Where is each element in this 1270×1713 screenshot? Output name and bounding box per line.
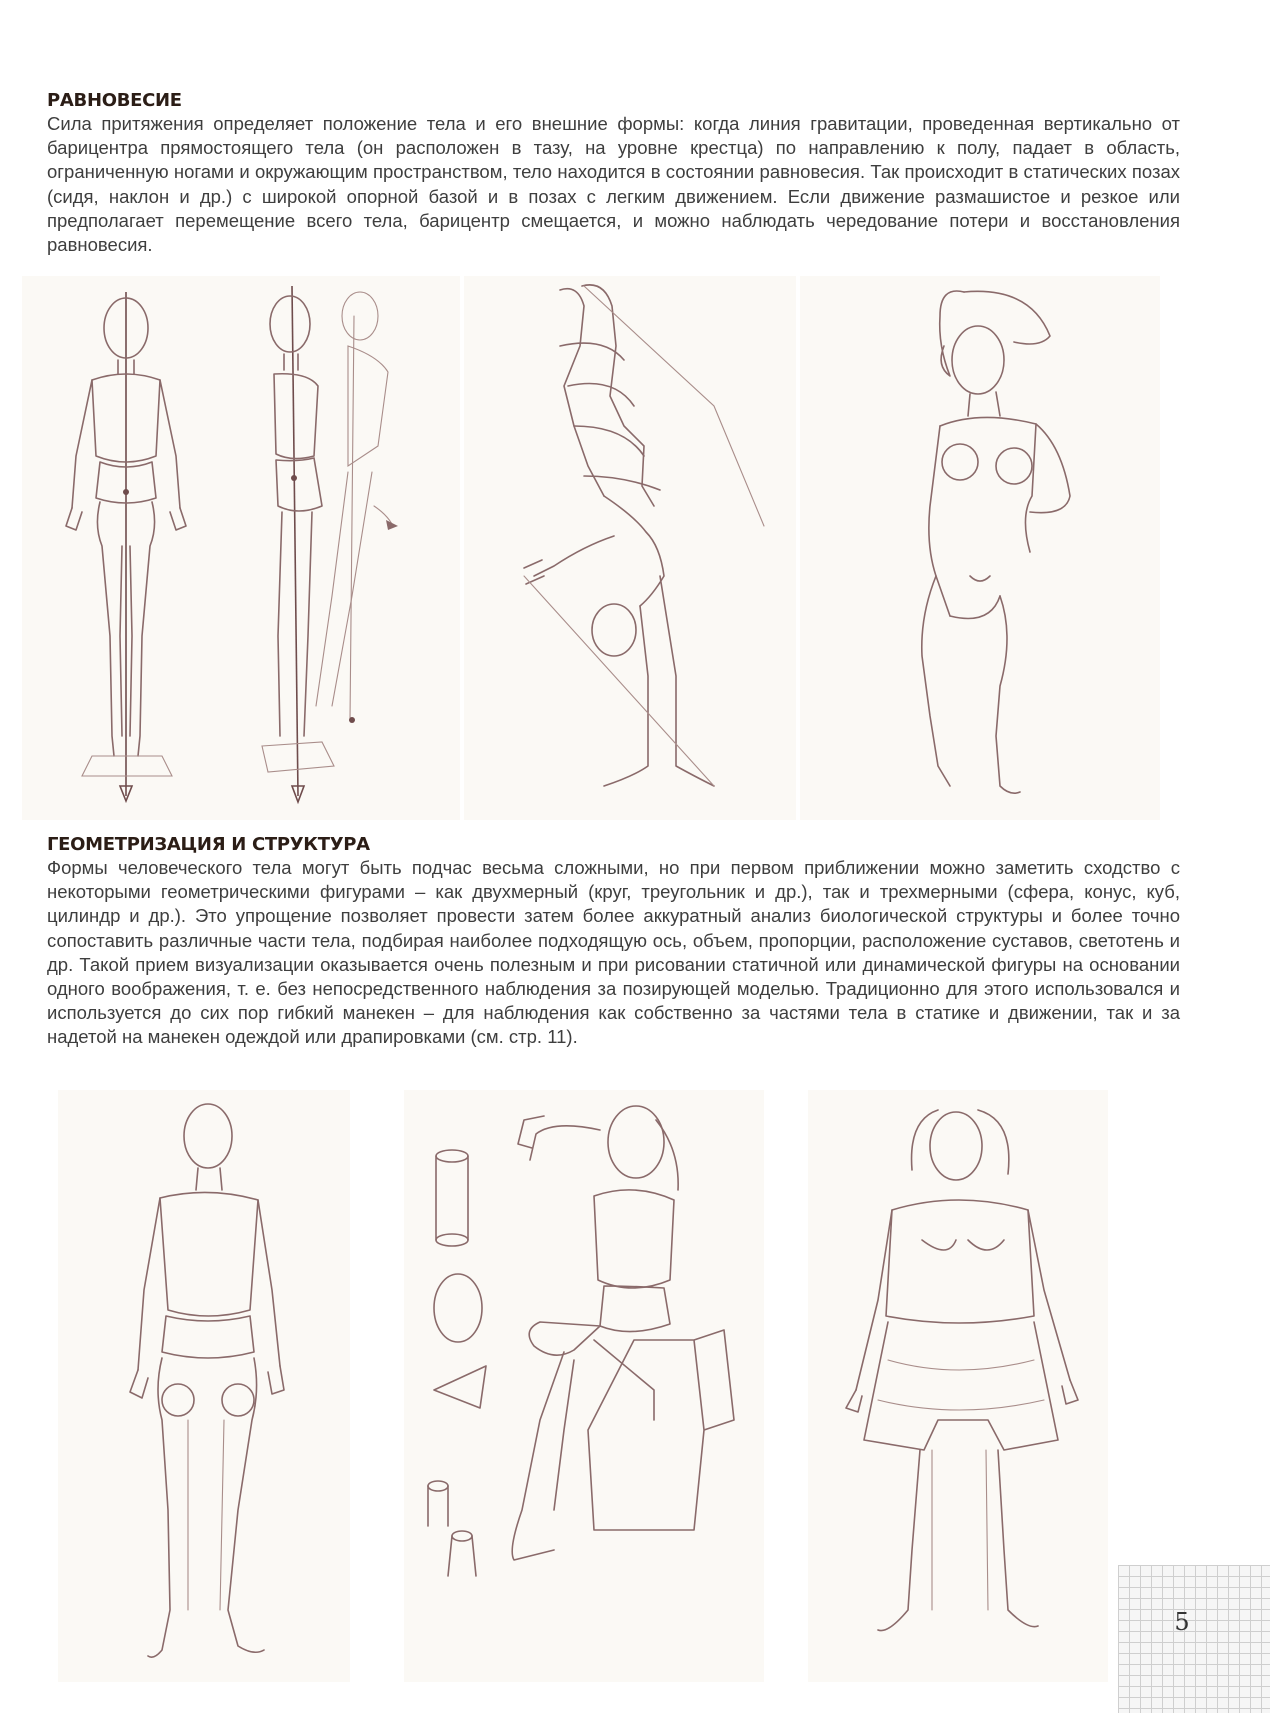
dressed-figure-construction-sketch	[808, 1090, 1108, 1682]
section-balance	[47, 90, 1180, 257]
female-figure-sketch	[800, 276, 1160, 820]
section-body: Сила притяжения определяет положение тела и его внешние формы: когда линия гравитации, проведенная вертикально от барицентра прямостоящего тела (он расположен в тазу, на уровне крестца) по направлению к полу, падает в область, ограниченную ногами и окружающим пространством, тело находится в состоянии равновесия. Так происходит в статических позах (сидя, наклон и др.) с широкой опорной базой и в позах с легким движением. Если движение размашистое и резкое или предполагает перемещение всего тела, барицентр смещается, и можно наблюдать чередование потери и восстановления равновесия.	[47, 113, 1180, 256]
section-geometrization	[47, 834, 1180, 1050]
handstand-sketch	[464, 276, 796, 820]
section-body: Формы человеческого тела могут быть подчас весьма сложными, но при первом приближении можно заметить сходство с некоторыми геометрическими фигурами – как двухмерный (круг, треугольник и др.), так и трехмерными (сфера, конус, куб, цилиндр и др.). Это упрощение позволяет провести затем более аккуратный анализ биологической структуры и более точно сопоставить различные части тела, подбирая наиболее подходящую ось, объем, пропорции, расположение суставов, светотень и др. Такой прием визуализации оказывается очень полезным и при рисовании статичной или динамической фигуры на основании одного воображения, т. е. без непосредственного наблюдения за позирующей моделью. Традиционно для этого использовался и используется до сих пор гибкий манекен – для наблюдения как собственно за частями тела в статике и движении, так и за надетой на манекен одеждой или драпировками (см. стр. 11).	[47, 857, 1180, 1048]
section-title: ГЕОМЕТРИЗАЦИЯ И СТРУКТУРА	[47, 834, 370, 855]
mannequin-balance-sketch	[22, 276, 460, 820]
page-number: 5	[1174, 1608, 1190, 1636]
section-title: РАВНОВЕСИЕ	[47, 90, 182, 111]
geometric-shapes-seated-sketch	[404, 1090, 764, 1682]
mannequin-back-sketch	[58, 1090, 350, 1682]
page-corner-grid	[1118, 1565, 1270, 1713]
